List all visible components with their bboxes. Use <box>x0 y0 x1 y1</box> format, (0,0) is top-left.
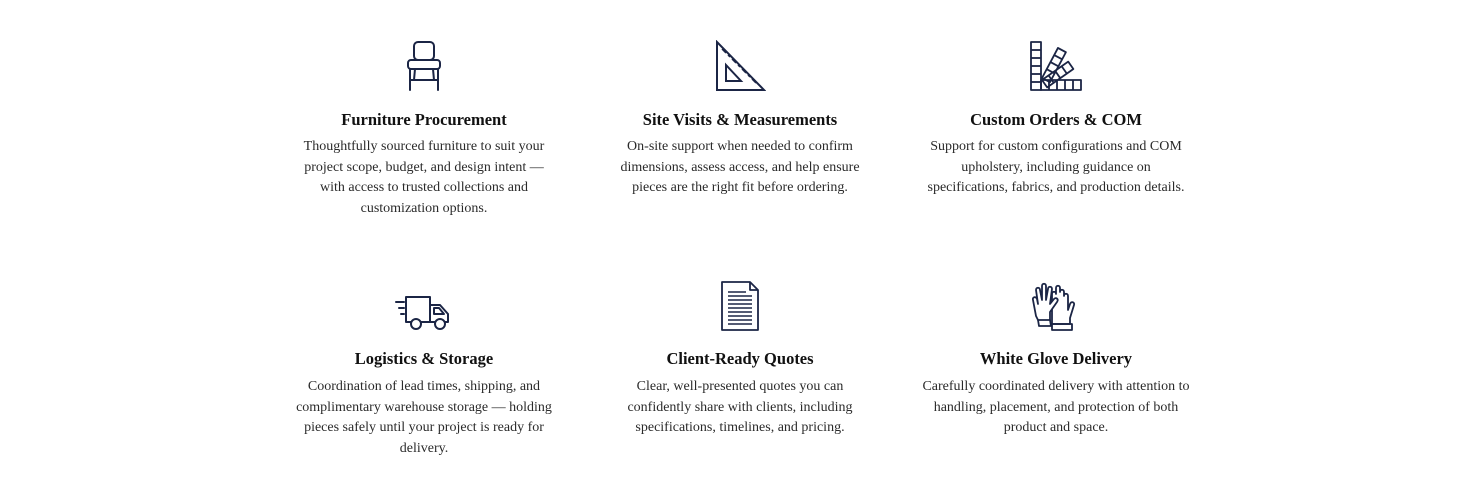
service-description: Clear, well-presented quotes you can confidently share with clients, including specifications, timelines, and pricing. <box>627 379 853 435</box>
service-title: Site Visits & Measurements <box>642 110 838 129</box>
service-description: On-site support when needed to confirm dimensions, assess access, and help ensure pieces are the right fit before ordering. <box>620 139 860 195</box>
chair-icon <box>405 40 443 92</box>
swatch-fan-icon <box>1028 40 1084 92</box>
document-icon <box>720 280 760 332</box>
delivery-truck-icon <box>394 294 454 332</box>
service-card-client-ready-quotes <box>612 280 868 470</box>
service-card-logistics-storage <box>293 280 555 470</box>
service-card-white-glove-delivery <box>922 280 1190 470</box>
set-square-icon <box>714 40 766 92</box>
service-description: Thoughtfully sourced furniture to suit your project scope, budget, and design intent — with access to trusted collections and customization options. <box>303 139 545 216</box>
service-card-custom-orders <box>922 40 1190 230</box>
service-description: Carefully coordinated delivery with attention to handling, placement, and protection of both product and space. <box>922 379 1190 435</box>
service-title: White Glove Delivery <box>979 349 1133 368</box>
service-title: Logistics & Storage <box>354 349 494 368</box>
service-card-site-visits <box>612 40 868 230</box>
service-description: Coordination of lead times, shipping, and complimentary warehouse storage — holding pieces safely until your project is ready for delivery. <box>296 379 552 456</box>
gloves-icon <box>1030 280 1082 332</box>
service-card-furniture-procurement <box>293 40 555 230</box>
service-title: Custom Orders & COM <box>970 110 1142 129</box>
service-description: Support for custom configurations and COM upholstery, including guidance on specifications, fabrics, and production details. <box>927 139 1185 195</box>
service-title: Client-Ready Quotes <box>666 349 814 368</box>
service-title: Furniture Procurement <box>341 110 507 129</box>
